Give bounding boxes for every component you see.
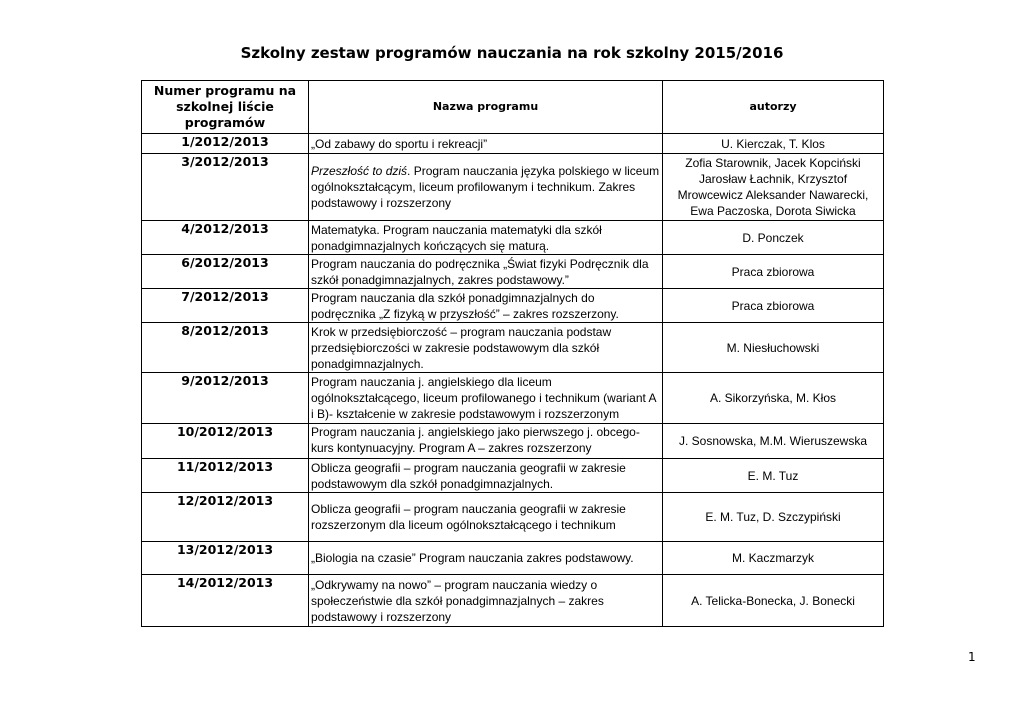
table-row — [142, 221, 884, 255]
program-name: Oblicza geografii – program nauczania geografii w zakresie rozszerzonym dla liceum ogólnokształcącego i technikum — [309, 493, 663, 542]
program-authors: A. Telicka-Bonecka, J. Bonecki — [663, 575, 884, 627]
table-row — [142, 134, 884, 154]
program-number: 9/2012/2013 — [142, 373, 309, 424]
header-name: Nazwa programu — [309, 81, 663, 134]
header-number — [142, 81, 309, 134]
program-number: 8/2012/2013 — [142, 323, 309, 373]
header-authors: autorzy — [663, 81, 884, 134]
table-row — [142, 493, 884, 542]
program-number: 3/2012/2013 — [142, 154, 309, 221]
table-header-row — [142, 81, 884, 134]
program-name: Program nauczania do podręcznika „Świat fizyki Podręcznik dla szkół ponadgimnazjalnych, zakres podstawowy.” — [309, 255, 663, 289]
program-authors: Praca zbiorowa — [663, 255, 884, 289]
table-row — [142, 575, 884, 627]
table-row — [142, 424, 884, 459]
header-number-line2: szkolnej liście programów — [176, 99, 274, 130]
table-row — [142, 323, 884, 373]
program-name: Program nauczania j. angielskiego dla liceum ogólnokształcącego, liceum profilowanego i technikum (wariant A i B)- kształcenie w zakresie podstawowym i rozszerzonym — [309, 373, 663, 424]
program-number: 7/2012/2013 — [142, 289, 309, 323]
table-row — [142, 459, 884, 493]
program-name: „Biologia na czasie” Program nauczania zakres podstawowy. — [309, 542, 663, 575]
header-number-line1: Numer programu na — [153, 83, 297, 98]
program-name: „Odkrywamy na nowo” – program nauczania wiedzy o społeczeństwie dla szkół ponadgimnazjalnych – zakres podstawowy i rozszerzony — [309, 575, 663, 627]
program-authors: J. Sosnowska, M.M. Wieruszewska — [663, 424, 884, 459]
program-number: 12/2012/2013 — [142, 493, 309, 542]
program-name: Oblicza geografii – program nauczania geografii w zakresie podstawowym dla szkół ponadgimnazjalnych. — [309, 459, 663, 493]
program-number: 1/2012/2013 — [142, 134, 309, 154]
table-row — [142, 542, 884, 575]
program-authors: M. Kaczmarzyk — [663, 542, 884, 575]
program-name-italic: Przeszłość to dziś — [311, 164, 408, 178]
table-row — [142, 289, 884, 323]
program-authors: A. Sikorzyńska, M. Kłos — [663, 373, 884, 424]
program-authors: U. Kierczak, T. Klos — [663, 134, 884, 154]
program-name: Matematyka. Program nauczania matematyki dla szkół ponadgimnazjalnych kończących się maturą. — [309, 221, 663, 255]
program-number: 6/2012/2013 — [142, 255, 309, 289]
program-name-rest: . Program nauczania języka polskiego w liceum ogólnokształcącym, liceum profilowanym i technikum. Zakres podstawowy i rozszerzony — [311, 164, 660, 210]
program-name: Program nauczania j. angielskiego jako pierwszego j. obcego- kurs kontynuacyjny. Program A – zakres rozszerzony — [309, 424, 663, 459]
program-number: 11/2012/2013 — [142, 459, 309, 493]
program-name — [309, 154, 663, 221]
program-authors: E. M. Tuz, D. Szczypiński — [663, 493, 884, 542]
program-name: „Od zabawy do sportu i rekreacji” — [309, 134, 663, 154]
program-name: Program nauczania dla szkół ponadgimnazjalnych do podręcznika „Z fizyką w przyszłość” – zakres rozszerzony. — [309, 289, 663, 323]
programs-table — [141, 80, 884, 627]
program-authors: M. Niesłuchowski — [663, 323, 884, 373]
program-authors: Zofia Starownik, Jacek Kopciński Jarosław Łachnik, Krzysztof Mrowcewicz Aleksander Nawarecki, Ewa Paczoska, Dorota Siwicka — [663, 154, 884, 221]
program-number: 10/2012/2013 — [142, 424, 309, 459]
page-number: 1 — [968, 650, 976, 664]
program-authors: D. Ponczek — [663, 221, 884, 255]
table-row — [142, 373, 884, 424]
program-name: Krok w przedsiębiorczość – program nauczania podstaw przedsiębiorczości w zakresie podstawowym dla szkół ponadgimnazjalnych. — [309, 323, 663, 373]
page-title: Szkolny zestaw programów nauczania na rok szkolny 2015/2016 — [240, 44, 784, 62]
program-number: 14/2012/2013 — [142, 575, 309, 627]
table-row — [142, 255, 884, 289]
program-authors: E. M. Tuz — [663, 459, 884, 493]
program-authors: Praca zbiorowa — [663, 289, 884, 323]
program-number: 4/2012/2013 — [142, 221, 309, 255]
program-number: 13/2012/2013 — [142, 542, 309, 575]
table-row — [142, 154, 884, 221]
